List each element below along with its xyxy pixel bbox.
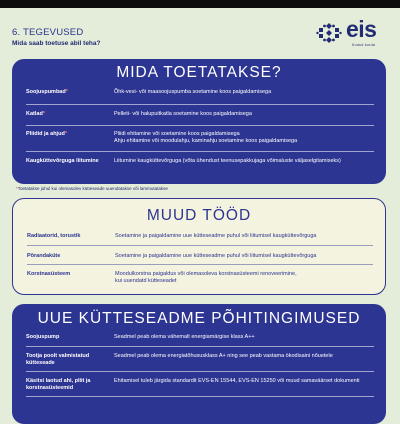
divider [27, 264, 373, 265]
row-label: Korstnasüsteem [27, 271, 71, 277]
row-label: Pliidid ja ahjud* [26, 131, 67, 137]
table-row [26, 131, 374, 145]
divider [27, 245, 373, 246]
row-label: Radiaatorid, torustik [27, 233, 81, 239]
other-works-title: MUUD TÖÖD [146, 207, 252, 224]
row-value: Liitumine kaugküttevõrguga (võta ühendust teenusepakkujaga võimaluste väljaselgitamiseks) [114, 158, 341, 164]
table-row [27, 233, 373, 240]
other-works-panel [12, 198, 386, 295]
row-label: Käsitsi laotud ahi, pliit ja korstnasüsteemid [26, 378, 91, 391]
supported-title: MIDA TOETATAKSE? [116, 64, 282, 81]
row-value: Seadmel peab olema energiatõhususklass A+ ning see peab vastama ökodisaini nõuetele [114, 353, 333, 359]
divider [26, 104, 374, 105]
row-value: Soetamine ja paigaldamine uue kütteseadme puhul või liitumisel kaugküttevõrguga [115, 253, 317, 259]
row-value: Soetamine ja paigaldamine uue kütteseadme puhul või liitumisel kaugküttevõrguga [115, 233, 317, 239]
supported-panel [12, 59, 386, 184]
row-label: Tootja poolt valmistatud kütteseade [26, 353, 90, 366]
divider [26, 151, 374, 152]
divider [26, 125, 374, 126]
section-subtitle: Mida saab toetuse abil teha? [12, 40, 101, 47]
logo-word: eis [346, 16, 377, 42]
logo-tagline: Kodud korda [352, 43, 376, 47]
requirements-title: UUE KÜTTESEADME PÕHITINGIMUSED [37, 310, 361, 327]
divider [26, 346, 374, 347]
snowflake-logo-icon [316, 22, 342, 44]
eis-logo [316, 16, 392, 50]
row-value: Seadmel peab olema vähemalt energiamärgise klass A++ [114, 334, 255, 340]
row-value: Pelleti- või halupuitkatla soetamine koos paigaldamisega [114, 111, 252, 117]
row-value: Pliidi ehitamine või soetamine koos paigaldamisega Ahju ehitamine või moodulahju, kaminahju soetamine koos paigaldamisega [114, 131, 298, 144]
table-row [26, 89, 374, 96]
requirements-panel [12, 304, 386, 424]
table-row [26, 353, 374, 367]
row-label: Kaugküttevõrguga liitumine [26, 158, 99, 164]
table-row [26, 334, 374, 341]
table-row [26, 111, 374, 118]
row-label: Katlad* [26, 111, 45, 117]
row-label: Soojuspump [26, 334, 60, 340]
footnote: *Toetatakse juhul kui olemasolev kütteseade uuendatakse või lammutatakse [16, 186, 168, 191]
row-value: Moodulkorstna paigaldus või olemasoleva korstnasüsteemi renoveerimine, kui uuendatd kütteseadet [115, 271, 297, 284]
row-label: Soojuspumbad* [26, 89, 68, 95]
row-value: Ehitamisel tuleb järgida standardit EVS-EN 15544, EVS-EN 15250 või muud samaväärset dokumenti [114, 378, 360, 384]
row-label: Põrandaküte [27, 253, 61, 259]
section-number: 6. TEGEVUSED [12, 27, 84, 38]
section-header [12, 27, 101, 47]
top-bar [0, 0, 400, 8]
divider [26, 396, 374, 397]
divider [26, 371, 374, 372]
table-row [26, 158, 374, 165]
table-row [27, 253, 373, 260]
table-row [26, 378, 374, 392]
table-row [27, 271, 373, 285]
row-value: Õhk-vesi- või maasoojuspumba soetamine koos paigaldamisega [114, 89, 272, 95]
